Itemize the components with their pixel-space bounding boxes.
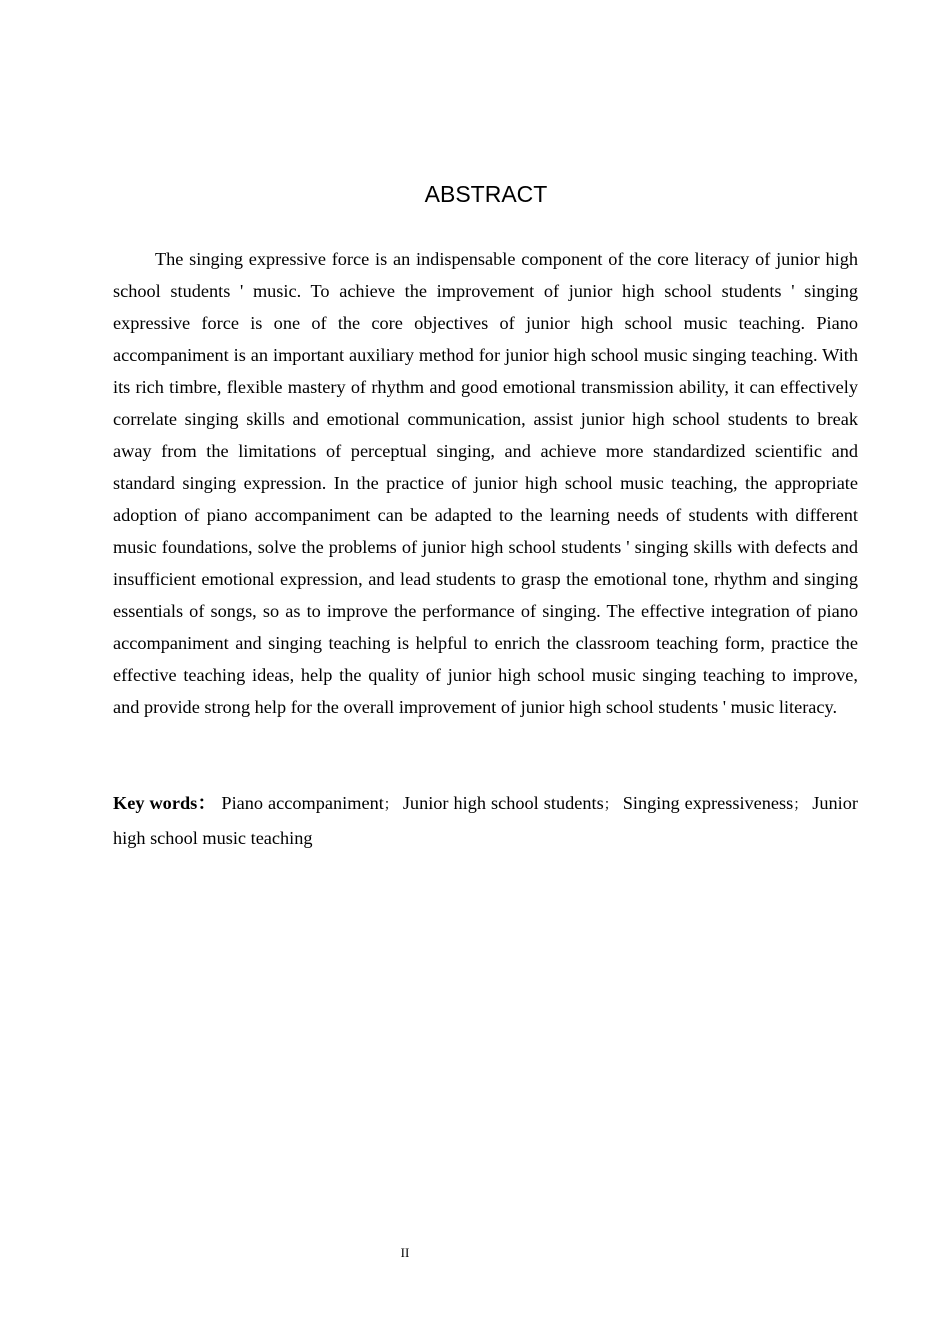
keyword-separator: ； [603, 798, 618, 813]
keyword-separator: ； [383, 798, 398, 813]
page-number: II [400, 1245, 410, 1260]
keyword-item: Piano accompaniment [221, 793, 384, 813]
keyword-separator: ； [793, 798, 808, 813]
keyword-item: Junior high school students [402, 793, 604, 813]
keywords-label: Key words： [113, 793, 217, 813]
abstract-title: ABSTRACT [424, 181, 548, 207]
keywords-line [113, 787, 858, 854]
abstract-paragraph: The singing expressive force is an indispensable component of the core literacy of junior high school students ' music. To achieve the improvement of junior high school students ' singing expressive force is one of the core objectives of junior high school music teaching. Piano accompaniment is an important auxiliary method for junior high school music singing teaching. With its rich timbre, flexible mastery of rhythm and good emotional transmission ability, it can effectively correlate singing skills and emotional communication, assist junior high school students to break away from the limitations of perceptual singing, and achieve more standardized scientific and standard singing expression. In the practice of junior high school music teaching, the appropriate adoption of piano accompaniment can be adapted to the learning needs of students with different music foundations, solve the problems of junior high school students ' singing skills with defects and insufficient emotional expression, and lead students to grasp the emotional tone, rhythm and singing essentials of songs, so as to improve the performance of singing. The effective integration of piano accompaniment and singing teaching is helpful to enrich the classroom teaching form, practice the effective teaching ideas, help the quality of junior high school music singing teaching to improve, and provide strong help for the overall improvement of junior high school students ' music literacy. [113, 249, 858, 717]
keyword-item: Singing expressiveness [622, 793, 794, 813]
keyword-item: Junior high school music teaching [113, 793, 858, 848]
